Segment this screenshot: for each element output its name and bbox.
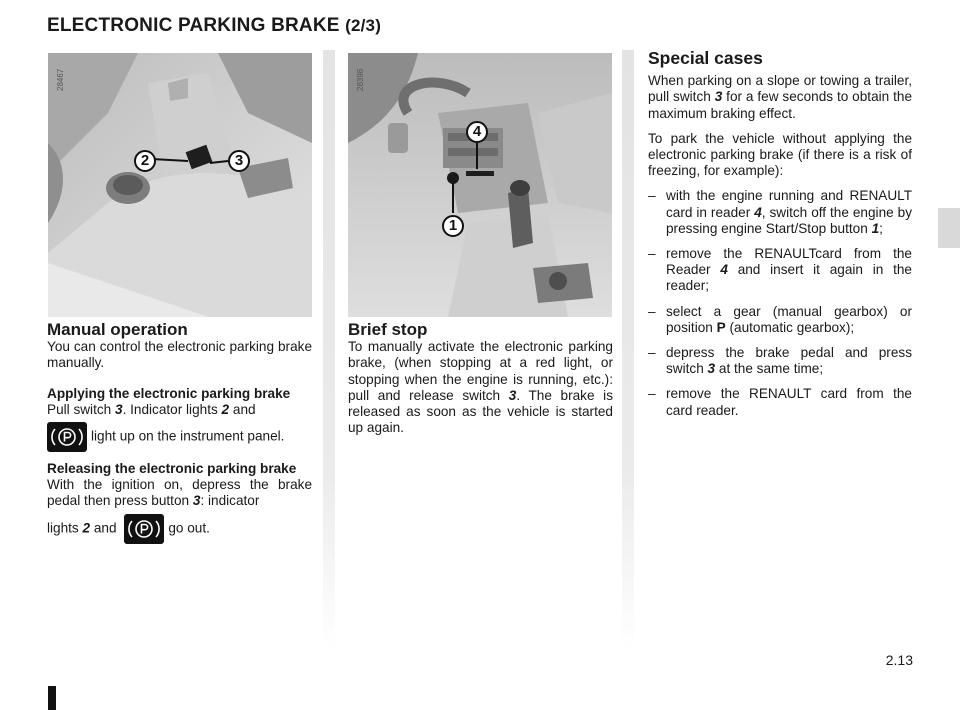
paragraph-releasing: With the ignition on, depress the brake pedal then press button 3: indicator (47, 477, 312, 509)
parking-brake-warning-icon (47, 422, 87, 452)
figure-ref-code: 28467 (56, 68, 65, 91)
paragraph-releasing-2: lights 2 and go out. (47, 514, 312, 544)
section-special-cases (648, 50, 912, 419)
figure-ref-code: 28398 (356, 68, 365, 91)
figure-parking-brake-switch (48, 53, 312, 317)
section-heading: Manual operation (47, 320, 188, 339)
page-title (47, 15, 381, 37)
figure-dashboard-card-reader (348, 53, 612, 317)
section-heading: Brief stop (348, 320, 428, 339)
subheading-applying: Applying the electronic parking brake (47, 385, 291, 401)
page-number: 2.13 (885, 652, 913, 668)
subheading-releasing: Releasing the electronic parking brake (47, 461, 297, 477)
callout-1: 1 (442, 215, 464, 237)
chapter-tab (938, 208, 960, 248)
section-manual-operation (47, 322, 312, 544)
list-item: – remove the RENAULT card from the card reader. (648, 386, 912, 418)
callout-2: 2 (134, 150, 156, 172)
paragraph: When parking on a slope or towing a trailer, pull switch 3 for a few seconds to obtain the maximum braking effect. (648, 73, 913, 121)
callout-4: 4 (466, 121, 488, 143)
console-illustration (48, 53, 312, 317)
list-item: – with the engine running and RENAULT card in reader 4, switch off the engine by pressing engine Start/Stop button 1; (648, 188, 913, 236)
dashboard-illustration (348, 53, 612, 317)
paragraph: To park the vehicle without applying the electronic parking brake (if there is a risk of freezing, for example): (648, 130, 912, 179)
paragraph-applying: Pull switch 3. Indicator lights 2 and (47, 401, 256, 417)
list-item: – select a gear (manual gearbox) or position P (automatic gearbox); (648, 303, 912, 335)
section-brief-stop (348, 322, 613, 436)
paragraph: To manually activate the electronic parking brake, (when stopping at a red light, or stopping when the engine is running, etc.): pull and release switch 3. The brake is released as soon as the vehicle is started up again. (348, 339, 613, 436)
column-divider-right (622, 50, 634, 650)
corner-mark (48, 686, 56, 710)
column-divider-left (323, 50, 335, 650)
parking-brake-warning-icon (124, 514, 164, 544)
section-heading: Special cases (648, 48, 763, 68)
page-title-text: ELECTRONIC PARKING BRAKE (47, 15, 340, 36)
paragraph: You can control the electronic parking brake manually. (47, 339, 312, 371)
paragraph-applying-2: light up on the instrument panel. (47, 422, 312, 452)
list-item: – remove the RENAULTcard from the Reader 4 and insert it again in the reader; (648, 246, 912, 294)
callout-3: 3 (228, 150, 250, 172)
page-title-part: (2/3) (345, 16, 382, 35)
list-item: – depress the brake pedal and press switch 3 at the same time; (648, 345, 912, 377)
